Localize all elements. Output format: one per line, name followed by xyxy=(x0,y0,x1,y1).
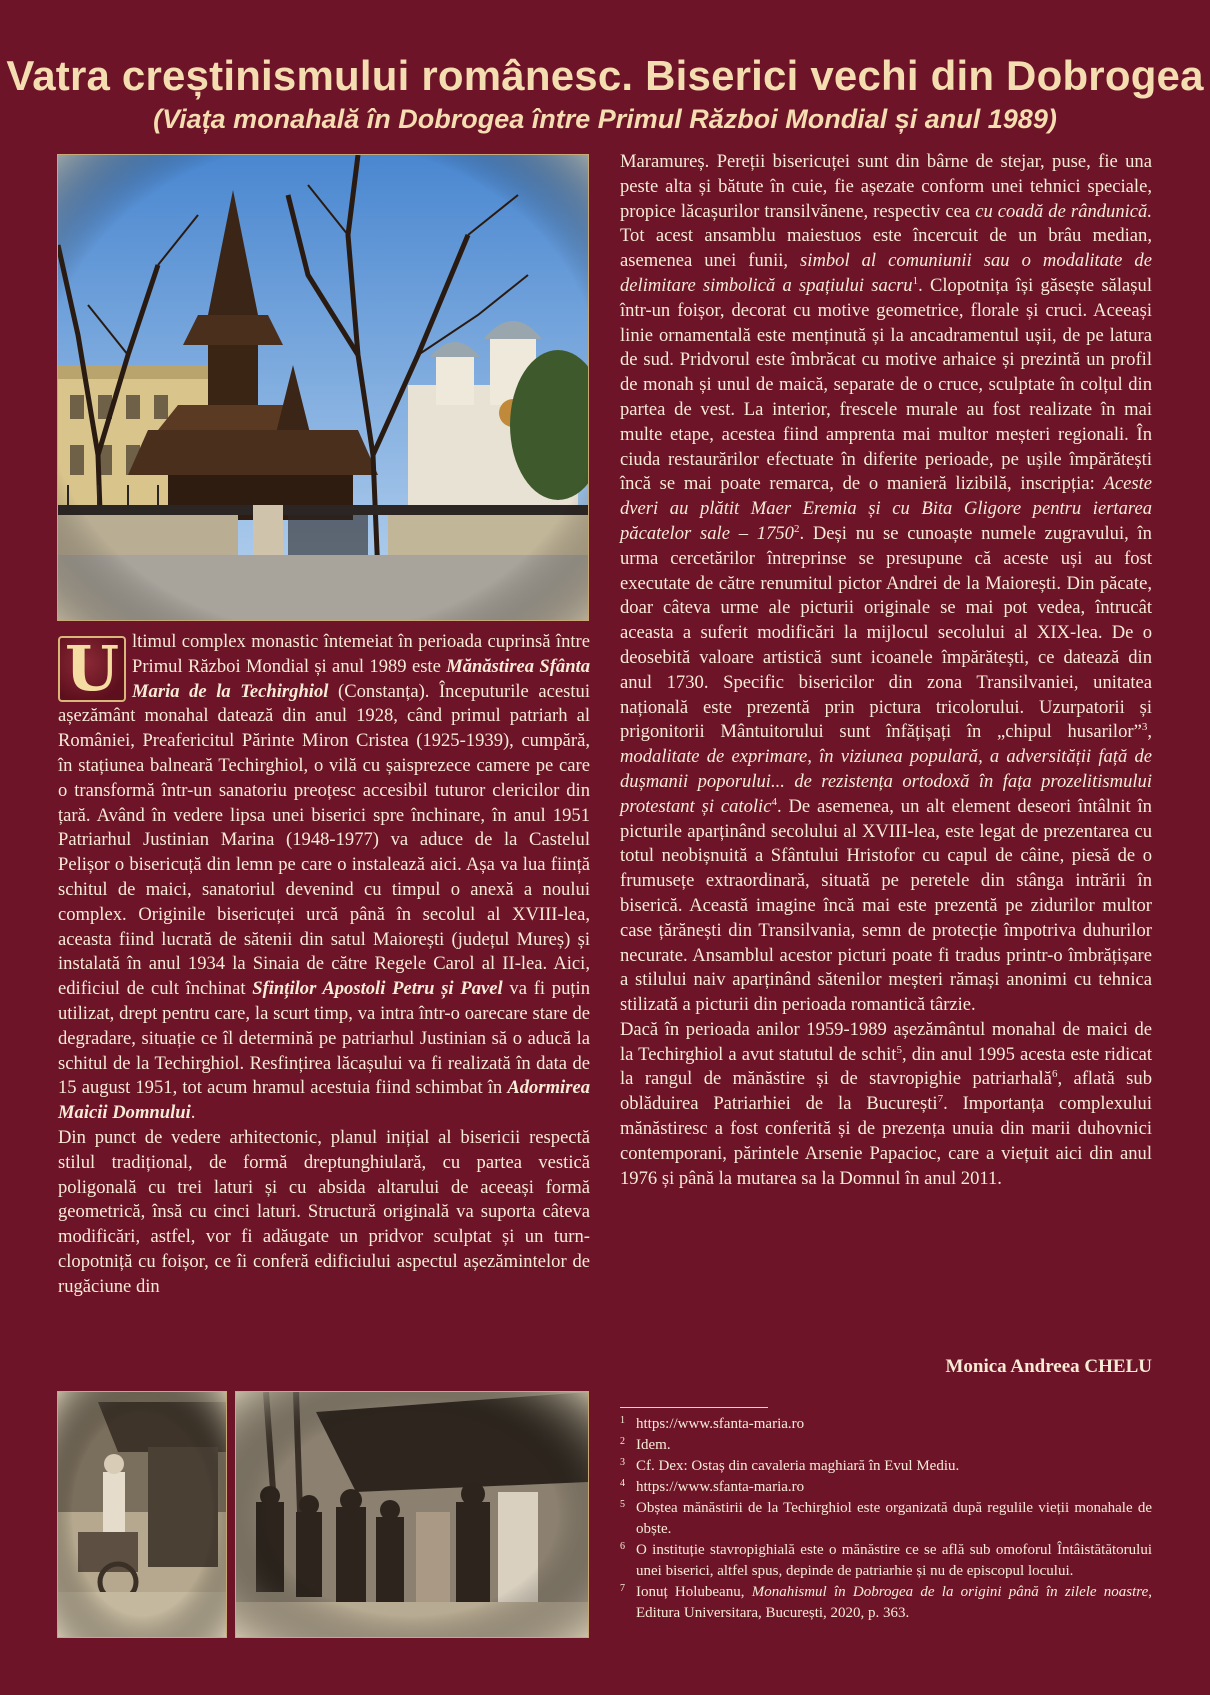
page-title: Vatra creștinismului românesc. Biserici vechi din Dobrogea xyxy=(6,52,1204,99)
page-subtitle: (Viața monahală în Dobrogea între Primul Război Mondial și anul 1989) xyxy=(153,104,1057,134)
right-paragraph-2: Dacă în perioada anilor 1959-1989 așezământul monahal de maici de la Techirghiol a avut statutul de schit$^5$, din anul 1995 acesta este ridicat la rangul de mănăstire și de stavropighie patriarhală$^6$, aflată sub oblăduirea Patriarhiei de la București$^7$. Importanța complexului mănăstiresc a fost conferită și de prezența unuia din marii duhovnici contemporani, părintele Arsenie Papacioc, care a viețuit aici din anul 1976 și până la mutarea sa la Domnul în anul 2011. xyxy=(620,1018,1153,1189)
footnote-ref: 6 xyxy=(1051,1068,1058,1081)
footnote-item: 1 https://www.sfanta-maria.ro xyxy=(620,1415,805,1432)
footnote-ref: 3 xyxy=(1141,721,1148,734)
footnote-item: 7 Ionuț Holubeanu, Monahismul în Dobrogea de la origini până în zilele noastre, Editura Universitara, București, 2020, p. 363. xyxy=(620,1583,1152,1621)
footnote-item: 6 O instituție stavropighială este o mănăstire ce se află sub omoforul Întâistătătorului unei biserici, altfel spus, depinde de patriarhie și nu de episcopul locului. xyxy=(620,1541,1152,1579)
footnote-item: 4 https://www.sfanta-maria.ro xyxy=(620,1478,805,1495)
right-paragraph-1: Maramureș. Pereții bisericuței sunt din bârne de stejar, puse, fie una peste alta și bătute în cuie, fie așezate conform unei tehnici speciale, propice lăcașurilor transilvănene, respectiv cea cu coadă de rândunică. Tot acest ansamblu maiestuos este încercuit de un brâu median, asemenea unei funii, simbol al comuniunii sau o modalitate de delimitare simbolică a spațiului sacru$^1$. Clopotnița își găsește sălașul într-un foișor, decorat cu motive geometrice, florale și cruci. Aceeași linie ornamentală este menținută și la ancadramentul ușii, de pe latura de sud. Pridvorul este îmbrăcat cu motive arhaice și prezintă un profil de monah și unul de maică, separate de o cruce, sculptate în colțul din partea de vest. La interior, frescele murale au fost realizate în mai multe etape, acestea fiind amprenta mai multor meșteri regionali. În ciuda restaurărilor efectuate în diferite perioade, pe ușile împărătești încă se mai poate remarca, de o manieră lizibilă, inscripția: Aceste dveri au plătit Maer Eremia și cu Bita Gligore pentru iertarea păcatelor sale – 1750$^2$. Deși nu se cunoaște numele zugravului, în urma cercetărilor întreprinse se presupune că aceste uși au fost executate de către renumitul pictor Andrei de la Maiorești. Din păcate, doar câteva urme ale picturii originale se mai pot vedea, întrucât aceasta a suferit modificări la mijlocul secolului al XIX-lea. De o deosebită valoare artistică sunt icoanele împărătești, ce datează din anul 1730. Specific bisericilor din zona Transilvaniei, unitatea națională este prezentă prin pictura tricolorului. Uzurpatorii și prigonitorii Mântuitorului sunt înfățișați în „chipul husarilor”$^3$, modalitate de exprimare, în viziunea populară, a adversității față de dușmanii poporului... de rezistența ortodoxă în fața prozelitismului protestant și catolic$^4$. De asemenea, un alt element deseori întâlnit în picturile aparținând secolului al XVIII-lea, este legat de prezentarea cu totul neobișnuită a Sfântului Hristofor cu capul de câine, piesă de o frumusețe extraordinară, situată pe peretele din stânga intrării în biserică. Această imagine încă mai este prezentă pe zidurilor multor case țărănești din Transilvania, semn de protecție împotriva duhurilor necurate. Ansamblul acestor picturi poate fi tradus printr-o îmbrățișare a stilului naiv aparținând sătenilor meșteri rămași anonimi cu tehnica stilizată a picturii din perioada romantică târzie. xyxy=(620,151,1152,1016)
footnotes xyxy=(620,1414,1152,1624)
left-paragraph-1: U ltimul complex monastic întemeiat în perioada cuprinsă între Primul Război Mondial și anul 1989 este Mănăstirea Sfânta Maria de la Techirghiol (Constanța). Începuturile acestui așezământ monahal datează din anul 1928, când primul patriarh al României, Preafericitul Părinte Miron Cristea (1925-1939), cumpără, în stațiunea balneară Techirghiol, o vilă cu șaisprezece camere pe care o transformă într-un sanatoriu preoțesc accesibil tuturor clericilor din țară. Având în vedere lipsa unei biserici spre închinare, în anul 1951 Patriarhul Justinian Marina (1948-1977) va aduce de la Castelul Pelișor o bisericuță din lemn pe care o instalează aici. Așa va lua ființă schitul de maici, sanatoriul devenind cu timpul o anexă a noului complex. Originile bisericuței urcă până în secolul al XVIII-lea, aceasta fiind lucrată de sătenii din satul Maiorești (județul Mureș) și instalată în anul 1934 la Sinaia de către Regele Carol al II-lea. Aici, edificiul de cult închinat Sfinților Apostoli Petru și Pavel va fi puțin utilizat, drept pentru care, la scurt timp, va intra într-o oarecare stare de degradare, situație ce îl determină pe patriarhul Justinian să o aducă la schitul de la Techirghiol. Resfințirea lăcașului va fi realizată în data de 15 august 1951, tot acum hramul acestuia fiind schimbat în Adormirea Maicii Domnului. xyxy=(58,631,591,1124)
left-paragraph-2: Din punct de vedere arhitectonic, planul inițial al bisericii respectă stilul tradițional, de formă dreptunghiulară, cu partea vestică poligonală cu trei laturi și cu absida altarului de aceeași formă geometrică, însă cu cinci laturi. Structură originală va suporta câteva modificări, astfel, vor fi adăugate un pridvor sculptat și un turn-clopotniță cu foișor, ce îi conferă edificiului aspectul așezămintelor de rugăciune din xyxy=(58,1126,590,1297)
right-column xyxy=(620,150,1152,1191)
footnote-ref: 4 xyxy=(771,795,777,808)
archive-photo-1 xyxy=(58,1392,226,1637)
church-photo xyxy=(58,155,588,620)
footnote-item: 3 Cf. Dex: Ostaș din cavaleria maghiară în Evul Mediu. xyxy=(620,1457,960,1474)
footnote-item: 2 Idem. xyxy=(620,1436,671,1453)
drop-cap: U xyxy=(58,636,126,702)
footnote-ref: 2 xyxy=(793,522,800,535)
footnote-ref: 1 xyxy=(912,274,919,287)
footnote-ref: 7 xyxy=(937,1093,944,1106)
footnote-item: 5 Obștea mănăstirii de la Techirghiol este organizată după regulile vieții monahale de obște. xyxy=(620,1499,1152,1537)
archive-photo-2 xyxy=(236,1392,588,1637)
author-signature: Monica Andreea CHELU xyxy=(945,1356,1152,1377)
left-column xyxy=(58,630,590,1300)
footnote-divider xyxy=(620,1407,768,1408)
footnote-ref: 5 xyxy=(896,1043,902,1056)
